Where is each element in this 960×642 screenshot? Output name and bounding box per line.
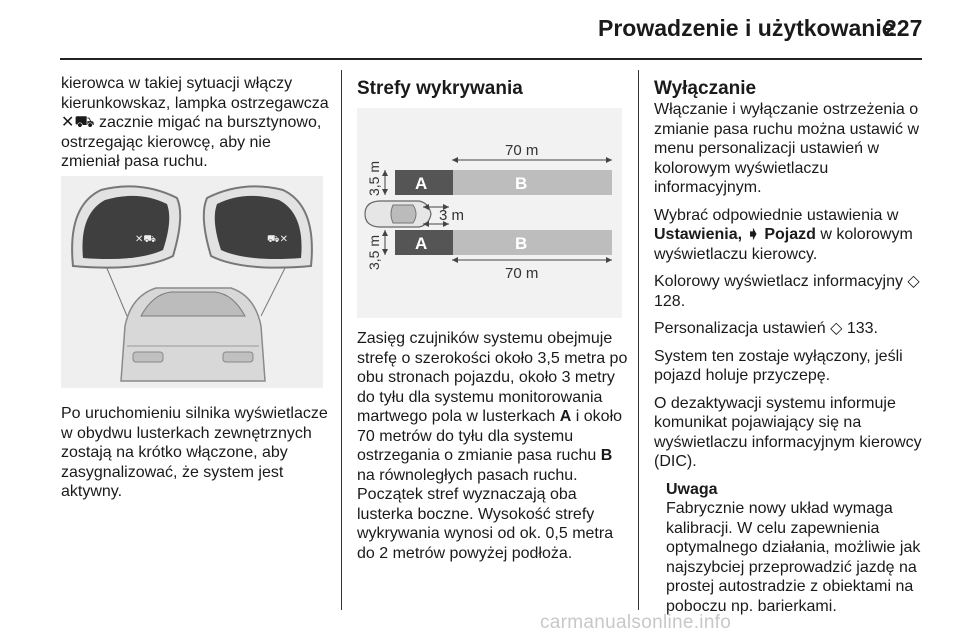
- zone-b-inline: B: [600, 447, 613, 464]
- detection-zones-diagram: [357, 108, 622, 318]
- column-1: [61, 74, 331, 180]
- bottom-zone-b-label: B: [515, 234, 528, 253]
- bottom-distance-label: 70 m: [505, 265, 539, 282]
- top-zone-a-label: A: [415, 174, 428, 193]
- column-2: [357, 329, 632, 571]
- menu-separator: , ➧: [737, 226, 765, 243]
- left-mirror-warning-symbol: ✕⛟: [135, 234, 156, 245]
- settings-text-1: Wybrać odpowiednie ustawienia w: [654, 206, 899, 224]
- settings-text-2: w kolorowym wyświetlaczu kierowcy.: [654, 226, 913, 263]
- watermark: carmanualsonline.info: [540, 612, 732, 633]
- intro-paragraph: kierowca w takiej sytuacji włączy kierunkowskaz, lampka ostrzegawcza ✕⛟ zacznie migać na bursztynowo, ostrzegając kierowcę, aby nie zmieniał pasa ruchu.: [61, 75, 329, 170]
- disable-paragraph-2: [654, 206, 928, 265]
- note-title: Uwaga: [666, 480, 718, 498]
- mirror-figure: [61, 176, 323, 388]
- disable-paragraph-dic: O dezaktywacji systemu informuje komunikat pojawiający się na wyświetlaczu informacyjnym kierowcy (DIC).: [654, 394, 922, 470]
- top-distance-label: 70 m: [505, 142, 539, 159]
- column-1-lower: [61, 404, 331, 510]
- top-zone-b-label: B: [515, 174, 528, 193]
- bottom-lane-width-label: 3,5 m: [366, 234, 382, 270]
- bottom-zone-a-label: A: [415, 234, 428, 253]
- cross-reference-personalization: Personalizacja ustawień ◇ 133.: [654, 320, 878, 337]
- column-divider-2: [638, 70, 639, 610]
- zone-a-inline: A: [559, 408, 572, 425]
- note-block: [666, 480, 928, 617]
- menu-vehicle: Pojazd: [764, 226, 816, 243]
- column-3: [654, 78, 928, 616]
- header-rule: [60, 58, 922, 60]
- section-heading-disable: Wyłączanie: [654, 78, 757, 99]
- column-2-heading-block: [357, 78, 632, 100]
- zones-text-2: i około 70 metrów do tyłu dla systemu ostrzegania o zmianie pasa ruchu: [357, 408, 623, 464]
- disable-paragraph-trailer: System ten zostaje wyłączony, jeśli pojazd holuje przyczepę.: [654, 347, 903, 384]
- detection-zones-figure: [357, 108, 622, 318]
- disable-paragraph-1: Włączanie i wyłączanie ostrzeżenia o zmianie pasa ruchu można ustawić w menu personalizacji ustawień w kolorowym wyświetlaczu informacyjnym.: [654, 101, 920, 196]
- zones-paragraph: [357, 329, 632, 563]
- page-header-title: Prowadzenie i użytkowanie: [598, 15, 895, 41]
- zones-text-3: na równoległych pasach ruchu. Początek stref wyznaczają oba lusterka boczne. Wysokość strefy wykrywania wynosi od ok. 0,5 metra do 2 metrów powyżej podłoża.: [357, 466, 614, 562]
- menu-settings: Ustawienia: [654, 226, 738, 243]
- column-divider-1: [341, 70, 342, 610]
- section-heading-zones: Strefy wykrywania: [357, 78, 523, 99]
- mirror-illustration: [61, 176, 323, 388]
- page-number: 227: [884, 15, 923, 41]
- note-text: Fabrycznie nowy układ wymaga kalibracji. W celu zapewnienia optymalnego działania, możliwie jak najszybciej przeprowadzić jazdę na prostej autostradzie z obiektami na poboczu np. barierkami.: [666, 500, 921, 615]
- rear-distance-label: 3 m: [439, 207, 465, 224]
- right-mirror-warning-symbol: ⛟✕: [267, 234, 288, 245]
- after-figure-paragraph: Po uruchomieniu silnika wyświetlacze w obydwu lusterkach zewnętrznych zostają na krótko włączone, aby zasygnalizować, że system jest aktywny.: [61, 405, 328, 500]
- zones-text-1: Zasięg czujników systemu obejmuje strefę o szerokości około 3,5 metra po obu stronach pojazdu, około 3 metry do tyłu dla systemu monitorowania martwego pola w lusterkach: [357, 330, 628, 425]
- top-lane-width-label: 3,5 m: [366, 160, 382, 196]
- cross-reference-display: Kolorowy wyświetlacz informacyjny ◇ 128.: [654, 273, 920, 310]
